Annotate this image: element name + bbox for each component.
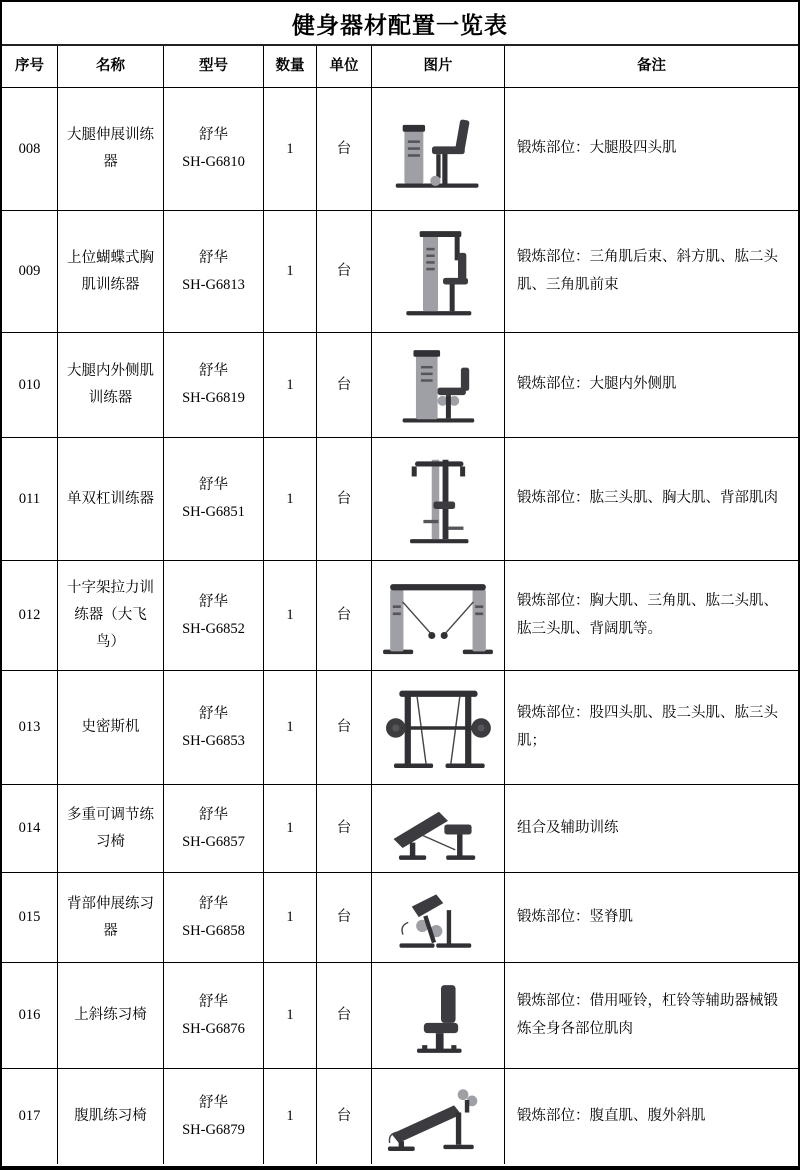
quantity: 1: [264, 211, 317, 332]
brand: 舒华: [199, 477, 228, 494]
table-row: [2, 873, 798, 963]
equipment-model: [164, 873, 264, 962]
quantity: 1: [264, 333, 317, 437]
model-number: SH-G6879: [182, 1121, 245, 1138]
equipment-name: 上位蝴蝶式胸肌训练器: [58, 211, 164, 332]
chin-dip-tower-image: [390, 444, 486, 554]
column-header-remark: 备注: [637, 57, 666, 74]
remark: 锻炼部位：股四头肌、股二头肌、肱三头肌；: [517, 704, 778, 749]
table-row: [2, 333, 798, 438]
page-title: 健身器材配置一览表: [2, 2, 798, 46]
model-number: SH-G6857: [182, 833, 245, 850]
row-number: 014: [2, 785, 58, 872]
brand: 舒华: [199, 363, 228, 380]
brand: 舒华: [199, 993, 228, 1010]
model-number: SH-G6851: [182, 504, 245, 520]
remark: 锻炼部位：肱三头肌、胸大肌、背部肌肉: [517, 490, 778, 507]
table-row: [2, 1069, 798, 1164]
equipment-model: [164, 963, 264, 1068]
smith-machine-image: [378, 680, 498, 776]
quantity: 1: [264, 1069, 317, 1164]
image-cell: [372, 561, 505, 670]
quantity: 1: [264, 785, 317, 872]
model-number: SH-G6810: [182, 154, 245, 170]
brand: 舒华: [199, 249, 228, 266]
row-number: 013: [2, 671, 58, 784]
remark: 组合及辅助训练: [517, 819, 619, 836]
unit: 台: [317, 873, 372, 962]
abdominal-bench-image: [379, 1076, 497, 1158]
equipment-model: [164, 785, 264, 872]
quantity: 1: [264, 88, 317, 210]
row-number: 008: [2, 88, 58, 210]
model-number: SH-G6813: [182, 276, 245, 293]
row-number: 017: [2, 1069, 58, 1164]
table-row: [2, 211, 798, 333]
table-row: [2, 671, 798, 785]
remark: 锻炼部位：大腿股四头肌: [517, 140, 677, 157]
quantity: 1: [264, 671, 317, 784]
cable-crossover-machine-image: [376, 570, 500, 662]
row-number: 016: [2, 963, 58, 1068]
image-cell: [372, 333, 505, 437]
brand: 舒华: [199, 895, 228, 912]
remark: 锻炼部位：竖脊肌: [517, 908, 633, 925]
brand: 舒华: [199, 1094, 228, 1111]
remark: 锻炼部位：借用哑铃，杠铃等辅助器械锻炼全身各部位肌肉: [517, 992, 778, 1037]
unit: 台: [317, 1069, 372, 1164]
row-number: 009: [2, 211, 58, 332]
row-number: 010: [2, 333, 58, 437]
equipment-model: [164, 438, 264, 560]
model-number: SH-G6819: [182, 390, 245, 406]
image-cell: [372, 1069, 505, 1164]
table-row: [2, 88, 798, 211]
remark: 锻炼部位：腹直肌、腹外斜肌: [517, 1107, 706, 1124]
remark: 锻炼部位：三角肌后束、斜方肌、肱二头肌、三角肌前束: [517, 248, 778, 293]
unit: 台: [317, 333, 372, 437]
column-header-qty: 数量: [264, 46, 317, 87]
adjustable-bench-image: [379, 792, 497, 866]
quantity: 1: [264, 438, 317, 560]
column-header-no: 序号: [2, 46, 58, 87]
equipment-name: 单双杠训练器: [58, 438, 164, 560]
incline-utility-chair-image: [393, 968, 483, 1064]
row-number: 012: [2, 561, 58, 670]
table-row: [2, 963, 798, 1069]
equipment-name: 腹肌练习椅: [58, 1069, 164, 1164]
table-row: [2, 561, 798, 671]
image-cell: [372, 88, 505, 210]
brand: 舒华: [199, 593, 228, 610]
row-number: 011: [2, 438, 58, 560]
image-cell: [372, 671, 505, 784]
unit: 台: [317, 211, 372, 332]
equipment-model: [164, 211, 264, 332]
equipment-model: [164, 671, 264, 784]
unit: 台: [317, 963, 372, 1068]
brand: 舒华: [199, 705, 228, 722]
model-number: SH-G6853: [182, 732, 245, 749]
unit: 台: [317, 438, 372, 560]
back-extension-bench-image: [382, 879, 494, 957]
unit: 台: [317, 785, 372, 872]
table-row: [2, 438, 798, 561]
equipment-name: 大腿伸展训练器: [58, 88, 164, 210]
image-cell: [372, 211, 505, 332]
unit: 台: [317, 88, 372, 210]
table-header-row: [2, 46, 798, 88]
quantity: 1: [264, 873, 317, 962]
quantity: 1: [264, 963, 317, 1068]
equipment-model: [164, 1069, 264, 1164]
unit: 台: [317, 561, 372, 670]
equipment-name: 多重可调节练习椅: [58, 785, 164, 872]
remark: 锻炼部位：胸大肌、三角肌、肱二头肌、肱三头肌、背阔肌等。: [517, 592, 778, 637]
image-cell: [372, 785, 505, 872]
table-row: [2, 785, 798, 873]
image-cell: [372, 873, 505, 962]
equipment-name: 背部伸展练习器: [58, 873, 164, 962]
equipment-model: [164, 333, 264, 437]
column-header-model: 型号: [164, 46, 264, 87]
image-cell: [372, 438, 505, 560]
quantity: 1: [264, 561, 317, 670]
unit: 台: [317, 671, 372, 784]
brand: 舒华: [199, 806, 228, 823]
leg-extension-machine-image: [382, 99, 494, 199]
model-number: SH-G6876: [182, 1020, 245, 1037]
equipment-name: 上斜练习椅: [58, 963, 164, 1068]
remark: 锻炼部位：大腿内外侧肌: [517, 376, 677, 393]
column-header-image: 图片: [372, 46, 505, 87]
column-header-name: 名称: [58, 46, 164, 87]
row-number: 015: [2, 873, 58, 962]
equipment-name: 大腿内外侧肌训练器: [58, 333, 164, 437]
brand: 舒华: [199, 127, 228, 144]
model-number: SH-G6852: [182, 620, 245, 637]
thigh-abductor-machine-image: [386, 338, 490, 433]
model-number: SH-G6858: [182, 922, 245, 939]
equipment-name: 史密斯机: [58, 671, 164, 784]
pec-fly-machine-image: [388, 218, 488, 326]
equipment-name: 十字架拉力训练器（大飞鸟）: [58, 561, 164, 670]
equipment-model: [164, 561, 264, 670]
image-cell: [372, 963, 505, 1068]
equipment-model: [164, 88, 264, 210]
column-header-unit: 单位: [317, 46, 372, 87]
